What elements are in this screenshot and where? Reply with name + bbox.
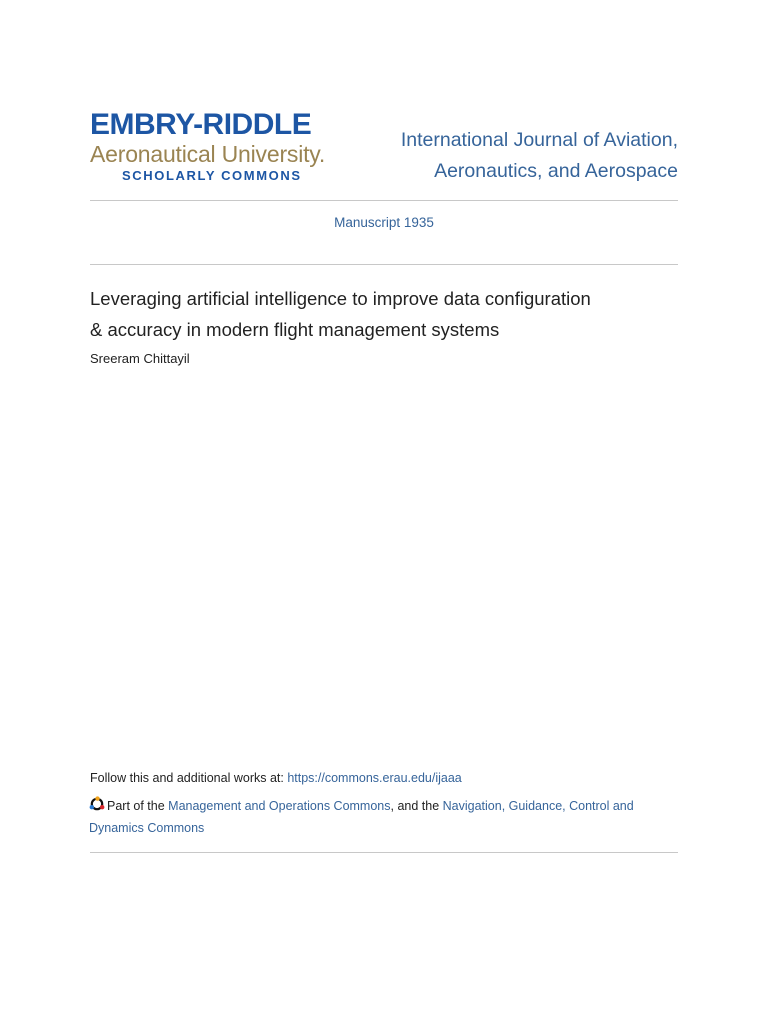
navigation-guidance-commons-link[interactable]: Navigation, Guidance, Control and Dynamics Commons — [89, 799, 634, 835]
follow-works-line — [90, 769, 462, 787]
manuscript-number[interactable]: Manuscript 1935 — [334, 215, 434, 230]
university-logo — [90, 108, 380, 188]
logo-wordmark: EMBRY-RIDDLE — [90, 108, 312, 141]
commons-network-icon — [89, 796, 105, 812]
divider-bottom — [90, 852, 678, 853]
logo-scholarly-commons: SCHOLARLY COMMONS — [122, 168, 302, 183]
part-of-commons — [89, 795, 679, 839]
paper-title — [90, 283, 678, 345]
follow-prefix: Follow this and additional works at: — [90, 771, 288, 785]
part-of-middle: , and the — [390, 799, 443, 813]
paper-title-line-2: & accuracy in modern flight management systems — [90, 319, 500, 340]
divider-middle — [90, 264, 678, 265]
management-operations-commons-link[interactable]: Management and Operations Commons — [168, 799, 391, 813]
journal-title[interactable] — [358, 125, 678, 187]
journal-title-line-2[interactable]: Aeronautics, and Aerospace — [434, 160, 678, 182]
logo-university-name: Aeronautical University. — [90, 141, 326, 167]
divider-top — [90, 200, 678, 201]
repository-link[interactable]: https://commons.erau.edu/ijaaa — [287, 771, 462, 785]
paper-title-line-1: Leveraging artificial intelligence to improve data configuration — [90, 288, 591, 309]
author-name: Sreeram Chittayil — [90, 351, 190, 366]
part-of-prefix: Part of the — [107, 799, 169, 813]
journal-title-line-1[interactable]: International Journal of Aviation, — [400, 129, 678, 151]
